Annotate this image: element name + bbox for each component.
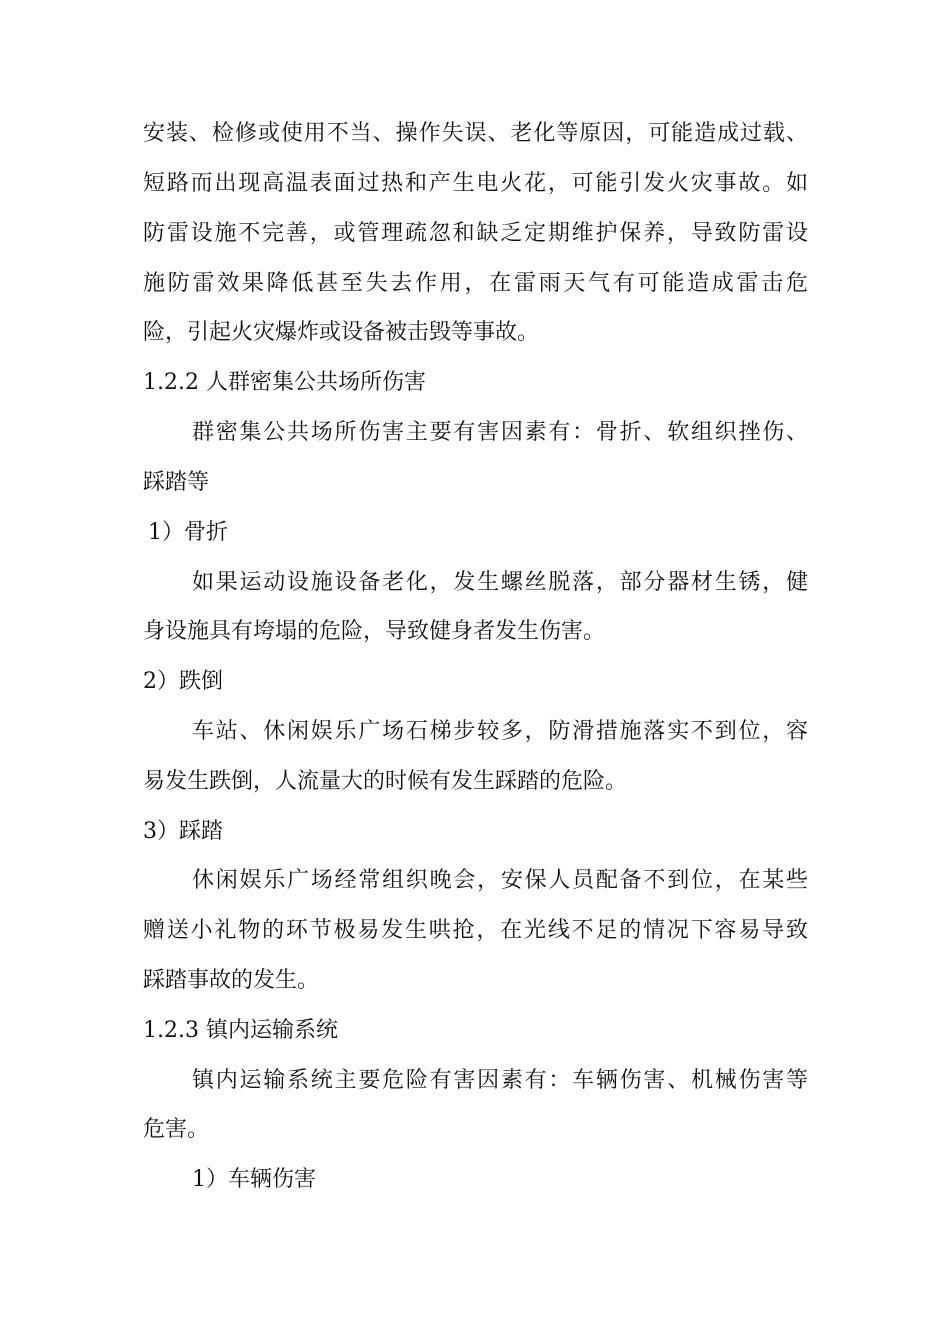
section-heading: 1.2.3 镇内运输系统 bbox=[143, 1018, 338, 1043]
subheading: 2）跌倒 bbox=[143, 669, 223, 694]
paragraph-line: 镇内运输系统主要危险有害因素有：车辆伤害、机械伤害等 bbox=[192, 1068, 808, 1093]
paragraph-line: 休闲娱乐广场经常组织晚会，安保人员配备不到位，在某些 bbox=[192, 868, 808, 893]
paragraph-line: 险，引起火灾爆炸或设备被击毁等事故。 bbox=[143, 320, 540, 345]
paragraph-line: 安装、检修或使用不当、操作失误、老化等原因，可能造成过载、 bbox=[143, 121, 808, 146]
paragraph-line: 短路而出现高温表面过热和产生电火花，可能引发火灾事故。如 bbox=[143, 171, 808, 196]
paragraph-line: 踩踏等 bbox=[143, 470, 210, 495]
paragraph-line: 易发生跌倒，人流量大的时候有发生踩踏的危险。 bbox=[143, 769, 628, 794]
paragraph-line: 身设施具有垮塌的危险，导致健身者发生伤害。 bbox=[143, 619, 606, 644]
paragraph-line: 施防雷效果降低甚至失去作用，在雷雨天气有可能造成雷击危 bbox=[143, 271, 808, 296]
paragraph-line: 踩踏事故的发生。 bbox=[143, 968, 320, 993]
paragraph-line: 群密集公共场所伤害主要有害因素有：骨折、软组织挫伤、 bbox=[192, 420, 808, 445]
paragraph-line: 危害。 bbox=[143, 1117, 210, 1142]
subheading: 3）踩踏 bbox=[143, 819, 223, 844]
subheading: 1）车辆伤害 bbox=[192, 1167, 316, 1192]
paragraph-line: 防雷设施不完善，或管理疏忽和缺乏定期维护保养，导致防雷设 bbox=[143, 221, 808, 246]
subheading: 1）骨折 bbox=[148, 520, 228, 545]
section-heading: 1.2.2 人群密集公共场所伤害 bbox=[143, 370, 426, 395]
paragraph-line: 如果运动设施设备老化，发生螺丝脱落，部分器材生锈，健 bbox=[192, 570, 808, 595]
paragraph-line: 车站、休闲娱乐广场石梯步较多，防滑措施落实不到位，容 bbox=[192, 719, 808, 744]
paragraph-line: 赠送小礼物的环节极易发生哄抢，在光线不足的情况下容易导致 bbox=[143, 918, 808, 943]
